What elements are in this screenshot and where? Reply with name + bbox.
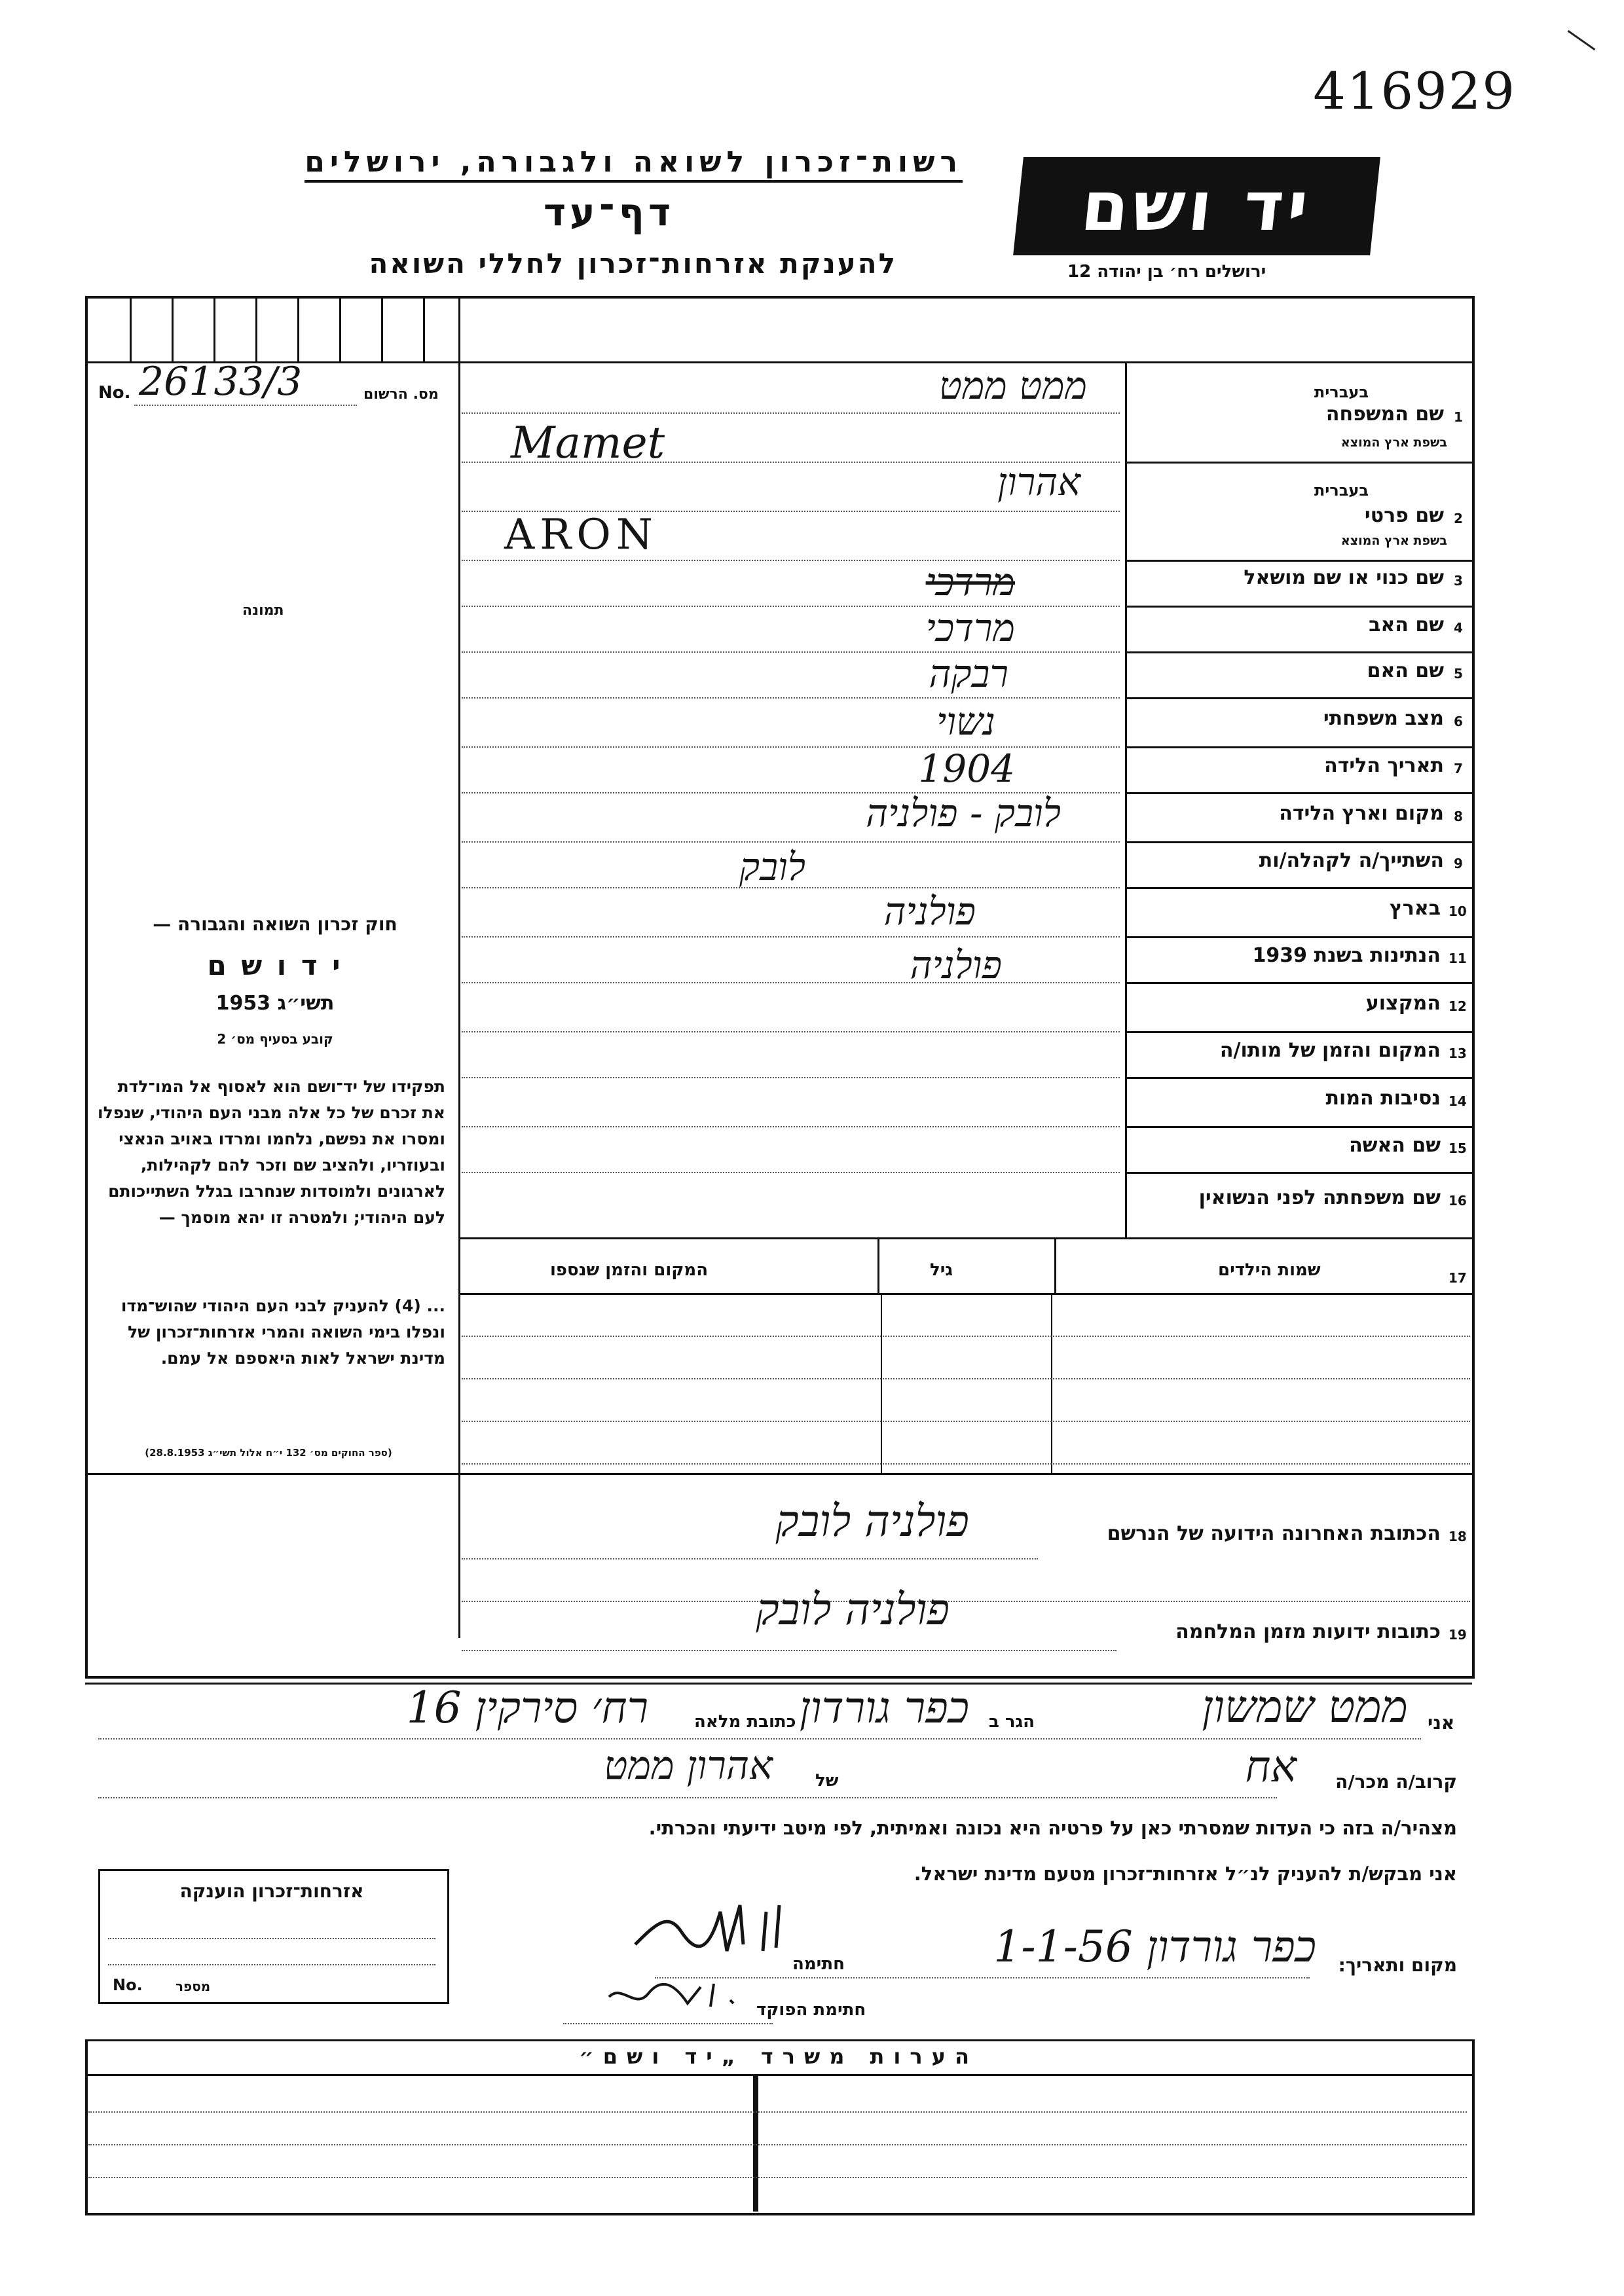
field-19-number: 19 xyxy=(1449,1627,1467,1643)
answer-line xyxy=(462,746,1120,748)
field-18-value: פולניה לובק xyxy=(775,1496,969,1546)
field-16-label: שם משפחתה לפני הנשואין xyxy=(1198,1186,1441,1209)
photo-label: תמונה xyxy=(242,602,284,619)
field-4-label: שם האב xyxy=(1369,613,1444,636)
row-sep xyxy=(1125,936,1472,938)
declarant-name: ממט שמשון xyxy=(1202,1681,1408,1733)
row-sep xyxy=(1125,1077,1472,1079)
field-18-label: הכתובת האחרונה הידועה של הנרשם xyxy=(1107,1522,1441,1545)
header-address: ירושלים רח׳ בן יהודה 12 xyxy=(1067,262,1266,282)
declaration-request: אני מבקש/ת להעניק לנ״ל אזרחות־זכרון מטעם מדינת ישראל. xyxy=(913,1863,1457,1885)
field-11-label: הנתינות בשנת 1939 xyxy=(1252,944,1441,967)
field-8-number: 8 xyxy=(1454,809,1463,824)
signature-line xyxy=(655,1977,1310,1978)
field-3-label: שם כנוי או שם מושאל xyxy=(1244,566,1444,589)
field-1-sub-origin: בשפת ארץ המוצא xyxy=(1340,435,1447,450)
notes-box xyxy=(85,2039,1475,2215)
field-9-value: לובק xyxy=(739,845,805,889)
field-19-line xyxy=(462,1650,1116,1651)
field-2-label: שם פרטי xyxy=(1364,504,1444,527)
address-label: כתובת מלאה xyxy=(694,1712,796,1732)
answer-line xyxy=(462,1031,1120,1032)
law-clause: קובע בסעיף מס׳ 2 xyxy=(217,1031,333,1047)
relative-value: אח xyxy=(1245,1741,1297,1792)
form-frame xyxy=(85,296,1475,1679)
field-3-number: 3 xyxy=(1454,573,1463,589)
declarant-signature xyxy=(629,1886,799,1977)
registration-no-prefix: No. xyxy=(98,383,131,403)
citizenship-no-label: No. xyxy=(113,1976,143,1994)
children-col-place: המקום והזמן שנספו xyxy=(550,1260,709,1280)
field-5-label: שם האם xyxy=(1367,659,1444,682)
declaration-i-label: אני xyxy=(1428,1712,1455,1734)
citizenship-number-label: מספר xyxy=(175,1978,211,1994)
place-date-value: כפר גורדון 1-1-56 xyxy=(993,1922,1316,1972)
field-10-label: בארץ xyxy=(1389,897,1441,920)
yad-vashem-logo xyxy=(1013,157,1380,255)
registration-label: מס. הרשום xyxy=(363,386,439,403)
row-sep xyxy=(1125,606,1472,608)
answer-line xyxy=(462,1077,1120,1078)
top-cell-divider xyxy=(255,296,257,361)
field-12-number: 12 xyxy=(1449,998,1467,1014)
field-2-sub-origin: בשפת ארץ המוצא xyxy=(1340,534,1447,548)
field-18-line xyxy=(462,1558,1038,1559)
officer-signature-line xyxy=(563,2023,773,2024)
law-paragraph-2: ... (4) להעניק לבני העם היהודי שהוש־מדו ונפלו בימי השואה והמרי אזרחות־זכרון של מדינת ישראל לאות היאספם אל עמם. xyxy=(120,1296,445,1368)
field-15-number: 15 xyxy=(1449,1140,1467,1156)
of-value: אהרון ממט xyxy=(604,1743,773,1789)
answer-line xyxy=(462,936,1120,938)
field-1-value-origin: Mamet xyxy=(511,418,665,468)
row-sep xyxy=(1125,746,1472,748)
field-4-value: מרדכי xyxy=(925,606,1015,650)
field-8-label: מקום וארץ הלידה xyxy=(1279,802,1444,825)
signature-label: חתימה xyxy=(792,1954,845,1974)
logo-text: יד ושם xyxy=(1077,166,1316,246)
field-12-label: המקצוע xyxy=(1365,992,1441,1015)
row-sep xyxy=(1125,560,1472,562)
answer-line xyxy=(462,412,1120,414)
field-1-label: שם המשפחה xyxy=(1325,403,1444,426)
field-5-value: רבקה xyxy=(929,651,1008,696)
authority-line: רשות־זכרון לשואה ולגבורה, ירושלים xyxy=(304,145,963,183)
top-cell-divider xyxy=(297,296,299,361)
children-col-divider xyxy=(1054,1237,1056,1293)
answer-line xyxy=(462,697,1120,699)
children-row-line xyxy=(462,1463,1470,1465)
field-2-value-origin: ARON xyxy=(504,511,658,559)
citizenship-box-line xyxy=(108,1938,435,1939)
row-sep xyxy=(1125,982,1472,984)
field-18-number: 18 xyxy=(1449,1529,1467,1544)
row-sep xyxy=(1125,1031,1472,1033)
children-col-age: גיל xyxy=(930,1260,953,1280)
form-title: דף־עד xyxy=(544,190,675,234)
field-11-number: 11 xyxy=(1449,951,1467,966)
resident-value: כפר גורדון xyxy=(799,1683,969,1733)
answer-line xyxy=(462,651,1120,653)
field-9-label: השתייך/ה לקהלה/ות xyxy=(1259,849,1444,872)
children-col-divider xyxy=(877,1237,879,1293)
field-1-value-hebrew: ממט ממט xyxy=(938,363,1087,408)
law-paragraph-1: תפקידו של יד־ושם הוא לאסוף אל המו־לדת את זכרם של כל אלה מבני העם היהודי, שנפלו ומסרו את נפשם, נלחמו ומרדו באויב הנאצי ובעוזריו, ולהציב שם וזכר להם לקהילות, לארגונים ולמוסדות שנחרבו בגלל השתייכותם לעם היהודי; ולמטרה זו יהא מוסמך — xyxy=(98,1077,445,1227)
row-sep xyxy=(1125,697,1472,699)
declaration-line-2 xyxy=(98,1797,1277,1798)
of-label: של xyxy=(815,1771,839,1791)
field-4-number: 4 xyxy=(1454,620,1463,636)
field-6-value: נשוי xyxy=(936,699,995,744)
notes-title: הערות משרד „יד ושם״ xyxy=(579,2044,978,2069)
children-row-line xyxy=(462,1336,1470,1337)
field-14-label: נסיבות המות xyxy=(1325,1087,1441,1110)
top-cell-divider xyxy=(130,296,132,361)
top-cell-divider xyxy=(213,296,215,361)
row-sep xyxy=(1125,887,1472,889)
registration-dots xyxy=(134,405,357,406)
resident-label: הגר ב xyxy=(989,1712,1035,1732)
law-year: תשי״ג 1953 xyxy=(215,992,335,1015)
law-citation: (ספר החוקים מס׳ 132 י״ח אלול תשי״ג 28.8.1953) xyxy=(145,1447,392,1459)
answer-line xyxy=(462,560,1120,561)
field-13-number: 13 xyxy=(1449,1046,1467,1061)
top-cell-divider xyxy=(423,296,425,361)
left-column-divider xyxy=(458,361,460,1638)
field-7-label: תאריך הלידה xyxy=(1324,754,1444,777)
field-1-sub-hebrew: בעברית xyxy=(1314,383,1369,401)
children-col-divider xyxy=(1051,1293,1052,1473)
children-bottom-line xyxy=(85,1473,1472,1475)
children-col-divider xyxy=(881,1293,882,1473)
field-6-number: 6 xyxy=(1454,714,1463,729)
field-15-label: שם האשה xyxy=(1349,1134,1441,1157)
answer-line xyxy=(462,606,1120,607)
field-9-number: 9 xyxy=(1454,856,1463,871)
row-sep xyxy=(1125,841,1472,843)
field-8-value: לובק - פולניה xyxy=(866,791,1061,835)
children-row-line xyxy=(462,1421,1470,1422)
answer-line xyxy=(462,982,1120,983)
top-cell-divider xyxy=(381,296,383,361)
children-header-line xyxy=(458,1293,1472,1295)
row-sep xyxy=(1125,1126,1472,1128)
field-17-number: 17 xyxy=(1449,1270,1467,1286)
officer-signature xyxy=(602,1971,747,2023)
declaration-statement: מצהיר/ה בזה כי העדות שמסרתי כאן על פרטיה היא נכונה ואמיתית, לפי מיטב ידיעתי והכרתי. xyxy=(648,1817,1457,1839)
row-sep xyxy=(1125,462,1472,464)
field-7-value: 1904 xyxy=(918,746,1015,791)
citizenship-box-line xyxy=(108,1964,435,1965)
archive-number: 416929 xyxy=(1313,62,1516,121)
field-16-number: 16 xyxy=(1449,1193,1467,1209)
top-cell-divider xyxy=(172,296,174,361)
field-10-value: פולניה xyxy=(883,889,976,934)
field-19-label: כתובות ידועות מזמן המלחמה xyxy=(1175,1620,1441,1643)
field-6-label: מצב משפחתי xyxy=(1323,707,1444,730)
declaration-line-1 xyxy=(98,1738,1421,1740)
top-cell-divider xyxy=(339,296,341,361)
officer-signature-label: חתימת הפוקד xyxy=(756,2000,866,2020)
field-10-number: 10 xyxy=(1449,903,1467,919)
field-2-number: 2 xyxy=(1454,511,1463,526)
field-1-number: 1 xyxy=(1454,409,1463,425)
citizenship-box-title: אזרחות־זכרון הוענקה xyxy=(179,1880,364,1902)
field-5-number: 5 xyxy=(1454,666,1463,682)
field-19-value: פולניה לובק xyxy=(756,1584,950,1635)
row-sep xyxy=(1125,651,1472,653)
field-14-number: 14 xyxy=(1449,1093,1467,1109)
field-2-value-hebrew: אהרון xyxy=(997,460,1080,504)
top-cell-divider xyxy=(458,296,460,361)
form-subtitle: להענקת אזרחות־זכרון לחללי השואה xyxy=(369,247,897,280)
label-column-divider xyxy=(1125,361,1127,1237)
row-sep xyxy=(1125,1172,1472,1174)
children-row-line xyxy=(462,1378,1470,1379)
field-7-number: 7 xyxy=(1454,761,1463,776)
law-title: חוק זכרון השואה והגבורה — xyxy=(153,913,397,935)
field-13-label: המקום והזמן של מותו/ה xyxy=(1219,1039,1441,1062)
corner-mark xyxy=(1568,30,1596,50)
law-name: י ד ו ש ם xyxy=(207,949,343,981)
children-col-names: שמות הילדים xyxy=(1218,1260,1321,1280)
field-11-value: פולניה xyxy=(910,943,1002,987)
field-2-sub-hebrew: בעברית xyxy=(1314,481,1369,500)
registration-number: 26133/3 xyxy=(139,359,303,405)
row-sep xyxy=(1125,792,1472,794)
place-date-label: מקום ותאריך: xyxy=(1338,1954,1457,1976)
relative-label: קרוב/ה מכר/ה xyxy=(1335,1771,1457,1793)
address-value: רח׳ סירקין 16 xyxy=(406,1683,648,1733)
field-3-value: מרדכי xyxy=(925,560,1015,604)
answer-line xyxy=(462,841,1120,843)
row-sep xyxy=(458,1237,1472,1239)
answer-line xyxy=(462,1172,1120,1173)
answer-line xyxy=(462,1126,1120,1127)
field-18-line xyxy=(462,1601,1470,1602)
